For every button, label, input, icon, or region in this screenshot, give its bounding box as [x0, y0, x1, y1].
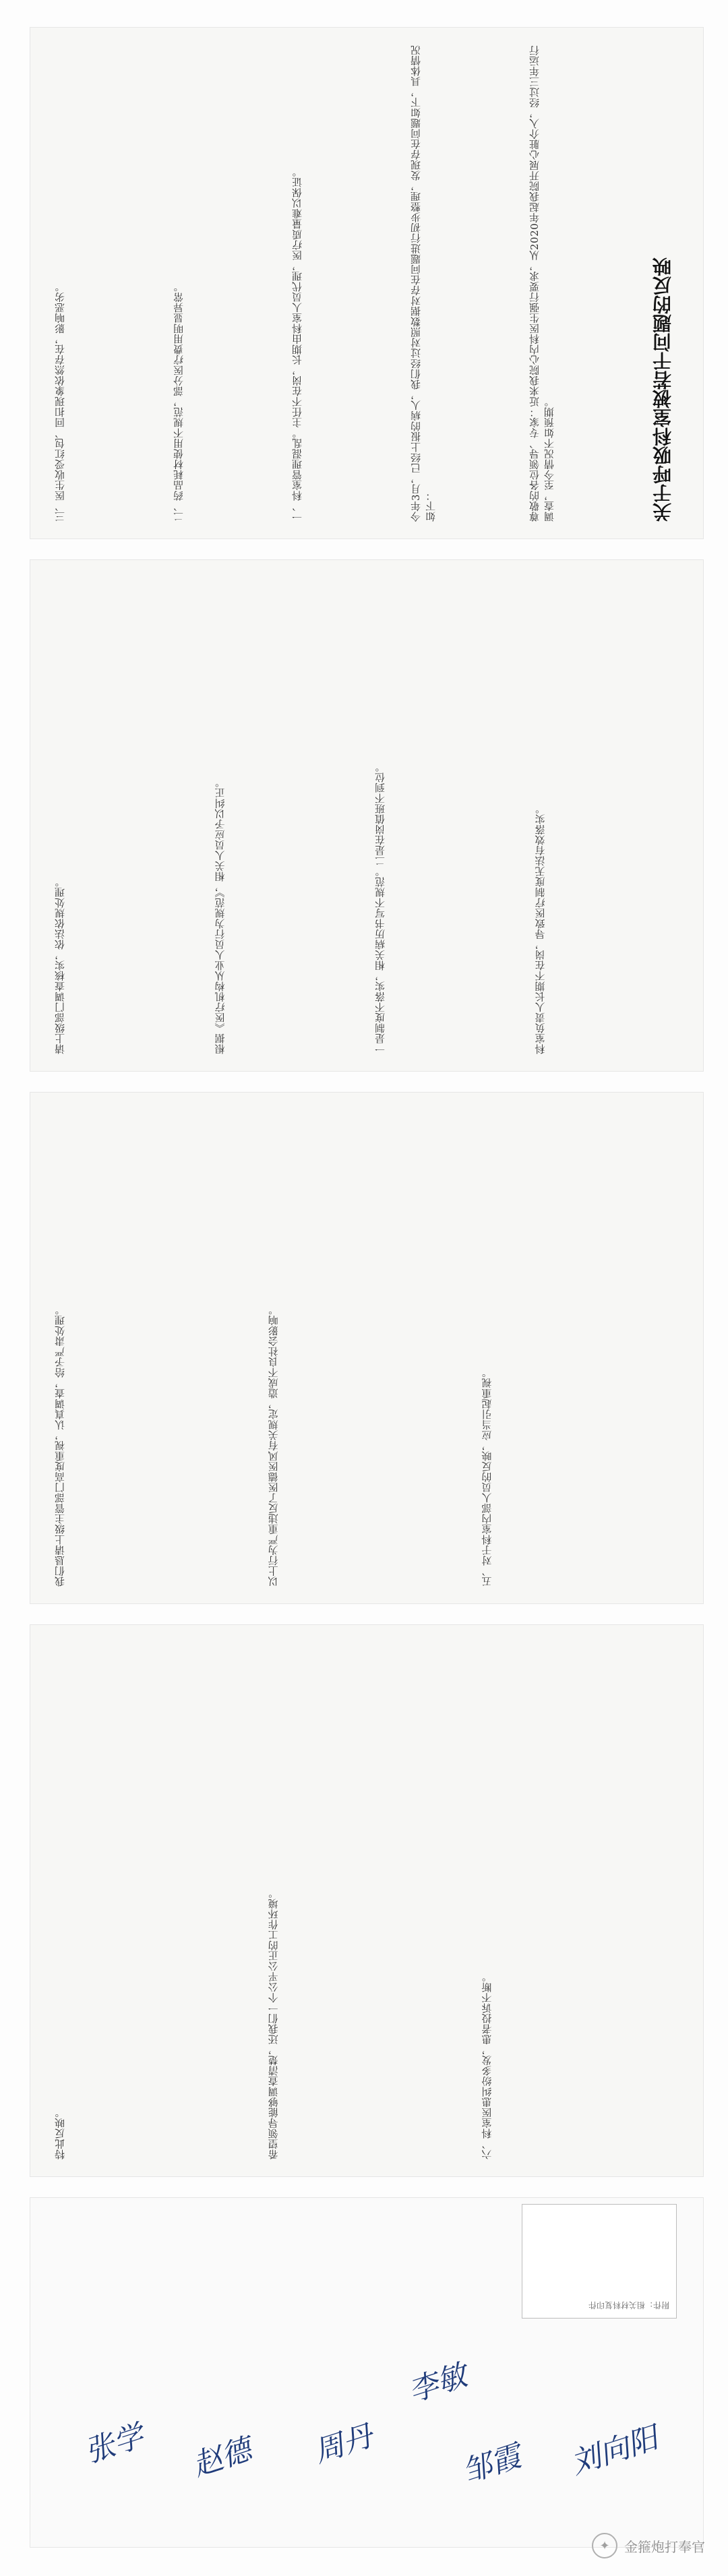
signature: 李敏 — [404, 2358, 472, 2410]
paragraph: 一是制度不落实，相关病历书写不规范。二是在岗值班不到位。 — [374, 762, 386, 1054]
paragraph: 根据《医疗机构从业人员行为规范》，相关人员应予以纠正。 — [214, 777, 226, 1054]
paragraph: 科室负责人长期不在岗，导致医疗制度无法有效落实。 — [534, 803, 547, 1054]
signature: 邹霞 — [458, 2439, 526, 2490]
paragraph: 以上行为严重违反了医德医风有关规定，造成不良社会影响。 — [267, 1304, 280, 1587]
document-section-1 — [30, 27, 704, 539]
signature-area — [30, 2197, 704, 2548]
paragraph: 尊敬的各位领导、专家：近来我院心内科医生强行要求，从2020年起我院开展心脏介入，经过三年运行调查，至今情况不如预期。 — [528, 45, 555, 522]
paragraph: 我们恳请上级主管部门高度重视，认真调查，给予严肃处理。 — [53, 1304, 66, 1587]
paragraph: 请上级部门调查核实，依法依规处理。 — [54, 876, 66, 1054]
attachment-stamp: 附件：相关材料复印件 — [522, 2204, 677, 2319]
signature: 张学 — [80, 2418, 148, 2470]
signature: 刘向阳 — [566, 2420, 663, 2481]
wechat-icon: ✦ — [592, 2533, 617, 2558]
paragraph: 希望领导能够调查清楚，还我们一个公平公正的工作环境。 — [267, 1888, 280, 2159]
document-section-2 — [30, 559, 704, 1072]
signature: 赵德 — [188, 2432, 256, 2484]
paragraph: 六、科室医患纠纷多发，患者投诉不断。 — [481, 1971, 493, 2159]
watermark-text: 金箍炮打奉官 — [624, 2538, 705, 2555]
paragraph: 二、药品耗材使用不规范，部分医疗费用明显异常。 — [173, 281, 185, 522]
paragraph: 一、科室管理混乱。主任不在岗，长期由科室人员代理，医疗质量难以保证。 — [291, 166, 303, 522]
paragraph: 三、医生收受红包、回扣现象依然存在，影响恶劣。 — [54, 281, 66, 522]
document-section-4 — [30, 1624, 704, 2177]
document-section-3 — [30, 1092, 704, 1604]
paragraph: 特此反映。 — [53, 2107, 66, 2159]
paragraph: 五、对于科室内部人员的反映，应当引起重视。 — [481, 1367, 493, 1587]
document-title: 关于呼吸科室被若干问题的反映 — [652, 257, 674, 522]
paragraph: 今年3月，已经上报的病人，我们经过对照数据对存在问题进行初步整理，发现存在问题如下，具体情况如下： — [410, 44, 437, 522]
watermark-footer — [592, 2533, 705, 2558]
signature: 周丹 — [309, 2418, 377, 2470]
